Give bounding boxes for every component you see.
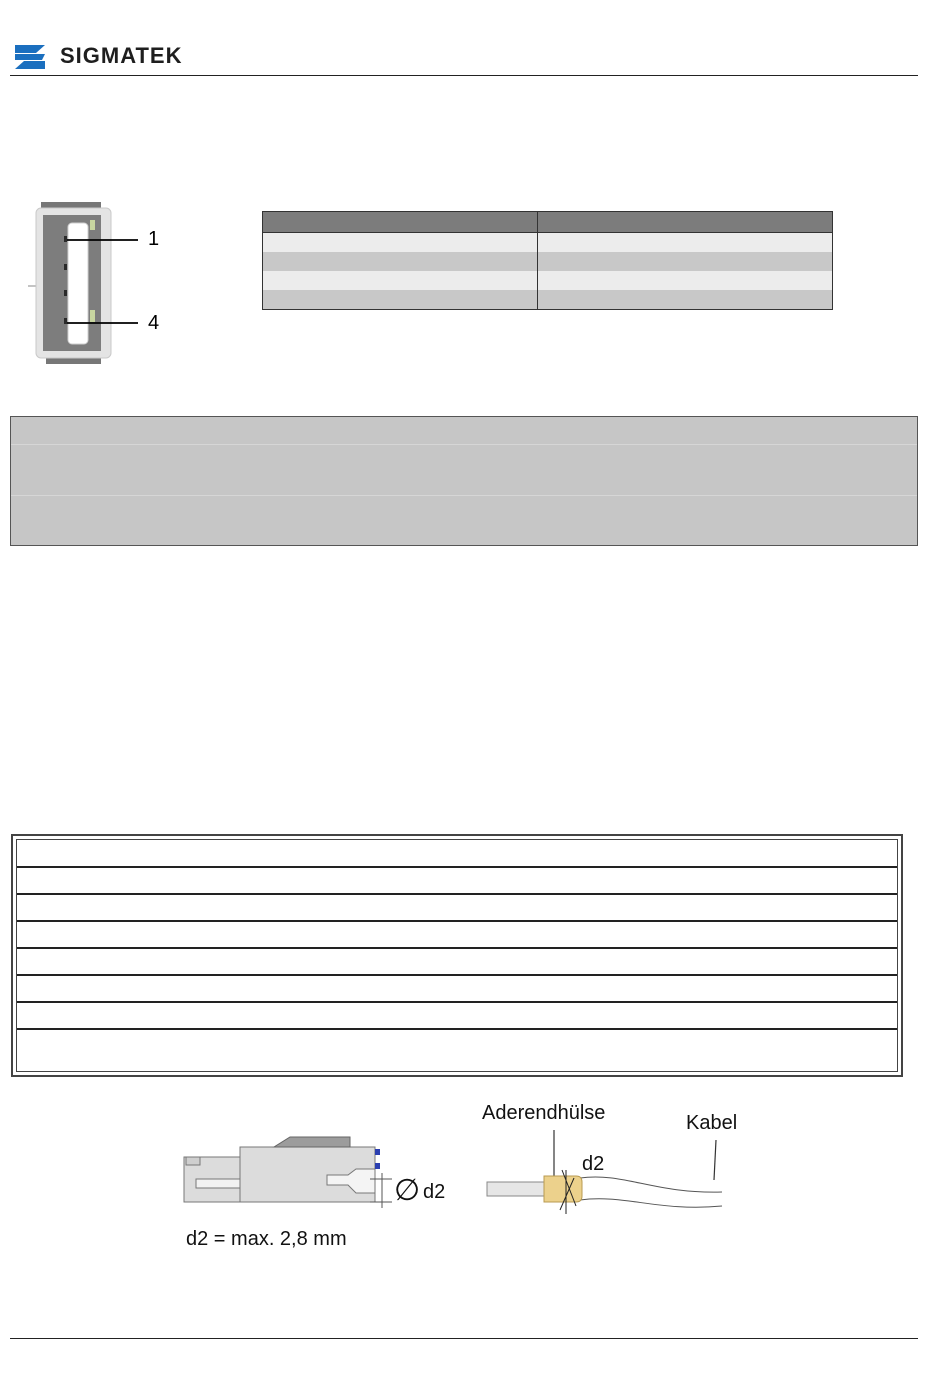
pin-label-1: 1 [148,228,160,250]
sigmatek-logo-icon [12,42,48,72]
table-row [263,271,833,290]
table-header-row [263,212,833,233]
pin-label-4: 4 [148,312,160,334]
table-cell [263,271,538,290]
table-header-cell [263,212,538,233]
note-box-header [11,417,917,445]
diameter-symbol: ∅ [394,1174,421,1207]
spec-table-inner [16,839,898,1072]
table-row [17,949,897,976]
ferrule-label: Aderendhülse [482,1102,606,1124]
cable-label: Kabel [686,1112,738,1134]
brand-name: SIGMATEK [60,43,183,68]
note-box [10,416,918,546]
usb-connector-icon [28,200,143,370]
ferrule-cable-icon [484,1120,734,1220]
table-cell [263,252,538,271]
pin-assignment-table [262,211,833,310]
table-cell [538,252,833,271]
table-row [263,233,833,253]
table-row [17,922,897,949]
terminal-plug-icon [182,1135,392,1210]
table-header-cell [538,212,833,233]
d2-max-note: d2 = max. 2,8 mm [186,1228,347,1250]
spec-table [11,834,903,1077]
table-cell [538,290,833,310]
table-row [17,1003,897,1030]
d2-label-plug: d2 [423,1181,446,1203]
table-row [17,868,897,895]
table-cell [263,290,538,310]
table-row [17,976,897,1003]
table-row [263,290,833,310]
table-cell [263,233,538,253]
header-rule [10,75,918,76]
table-row [263,252,833,271]
table-row [17,840,897,868]
note-box-row [11,445,917,496]
table-cell [538,233,833,253]
footer-rule [10,1338,918,1339]
table-cell [538,271,833,290]
d2-label-ferrule: d2 [582,1153,605,1175]
table-row [17,895,897,922]
